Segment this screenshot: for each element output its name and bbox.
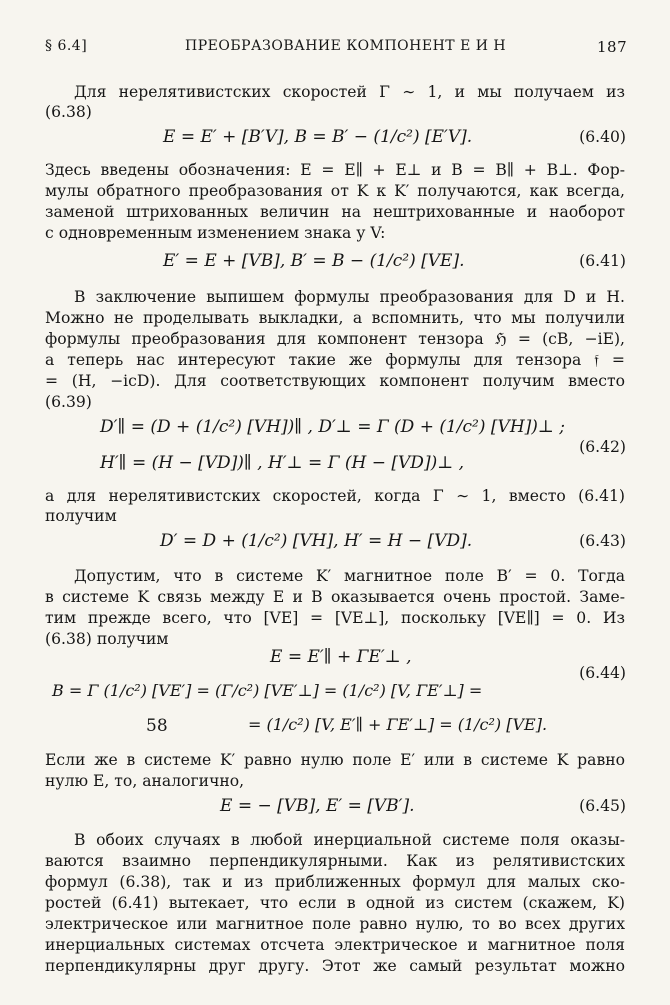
equation-number: (6.40) — [579, 128, 626, 146]
text-line: формулы преобразования для компонент тензора ℌ = (cB, −iE), — [45, 330, 625, 348]
text-line: формул (6.38), так и из приближенных формул для малых ско- — [45, 873, 625, 891]
text-line: в системе K связь между E и B оказывается очень простой. Заме- — [45, 588, 625, 606]
text-line: получим — [45, 507, 117, 525]
equation-number: (6.41) — [579, 252, 626, 270]
text-line: (6.38) получим — [45, 630, 169, 648]
text-line: заменой штрихованных величин на нештрихованные и наоборот — [45, 203, 625, 221]
text-line: мулы обратного преобразования от K к K′ получаются, как всегда, — [45, 182, 625, 200]
text-line: В заключение выпишем формулы преобразования для D и H. — [74, 288, 625, 306]
text-line: с одновременным изменением знака у V: — [45, 224, 386, 242]
equation-6-41: E′ = E + [VB], B′ = B − (1/c²) [VE]. — [163, 251, 465, 271]
text-line: Если же в системе K′ равно нулю поле E′ или в системе K равно — [45, 751, 625, 769]
equation-6-43: D′ = D + (1/c²) [VH], H′ = H − [VD]. — [160, 531, 473, 551]
equation-number: (6.43) — [579, 532, 626, 550]
equation-6-44-line-2: B = Γ (1/c²) [VE′] = (Γ/c²) [VE′⊥] = (1/c²) [V, ΓE′⊥] = — [52, 681, 483, 700]
header-title: ПРЕОБРАЗОВАНИЕ КОМПОНЕНТ E И H — [185, 38, 507, 54]
equation-6-40: E = E′ + [B′V], B = B′ − (1/c²) [E′V]. — [163, 127, 473, 147]
equation-number: (6.44) — [579, 664, 626, 682]
text-line: В обоих случаях в любой инерциальной системе поля оказы- — [74, 831, 625, 849]
text-line: а для нерелятивистских скоростей, когда Γ ∼ 1, вместо (6.41) — [45, 487, 625, 505]
text-line: а теперь нас интересуют такие же формулы для тензора 𝔣 = — [45, 351, 625, 369]
equation-6-45: E = − [VB], E′ = [VB′]. — [220, 796, 415, 816]
text-line: Можно не проделывать выкладки, а вспомнить, что мы получили — [45, 309, 625, 327]
text-line: Допустим, что в системе K′ магнитное поле B′ = 0. Тогда — [74, 567, 625, 585]
equation-6-42-line-1: D′∥ = (D + (1/c²) [VH])∥ , D′⊥ = Γ (D + (1/c²) [VH])⊥ ; — [100, 417, 566, 437]
equation-number: (6.42) — [579, 438, 626, 456]
text-line: инерциальных системах отсчета электрическое и магнитное поля — [45, 936, 625, 954]
text-line: = (H, −icD). Для соответствующих компонент получим вместо — [45, 372, 625, 390]
text-line: (6.38) — [45, 103, 92, 121]
equation-6-42-line-2: H′∥ = (H − [VD])∥ , H′⊥ = Γ (H − [VD])⊥ , — [100, 453, 464, 473]
text-line: Для нерелятивистских скоростей Γ ∼ 1, и мы получаем из — [74, 83, 625, 101]
equation-6-44-line-3: = (1/c²) [V, E′∥ + ΓE′⊥] = (1/c²) [VE]. — [248, 715, 548, 734]
text-line: ростей (6.41) вытекает, что если в одной из систем (скажем, K) — [45, 894, 625, 912]
text-line: Здесь введены обозначения: E = E∥ + E⊥ и B = B∥ + B⊥. Фор- — [45, 161, 625, 179]
header-page-number: 187 — [597, 38, 628, 56]
text-line: перпендикулярны друг другу. Этот же самый результат можно — [45, 957, 625, 975]
header-section: § 6.4] — [45, 38, 88, 54]
text-line: тим прежде всего, что [VE] = [VE⊥], поскольку [VE∥] = 0. Из — [45, 609, 625, 627]
equation-6-44-line-1: E = E′∥ + ΓE′⊥ , — [270, 647, 412, 667]
text-line: (6.39) — [45, 393, 92, 411]
text-line: нулю E, то, аналогично, — [45, 772, 245, 790]
text-line: ваются взаимно перпендикулярными. Как из релятивистских — [45, 852, 625, 870]
margin-note: 58 — [146, 716, 168, 736]
equation-number: (6.45) — [579, 797, 626, 815]
text-line: электрическое или магнитное поле равно нулю, то во всех других — [45, 915, 625, 933]
